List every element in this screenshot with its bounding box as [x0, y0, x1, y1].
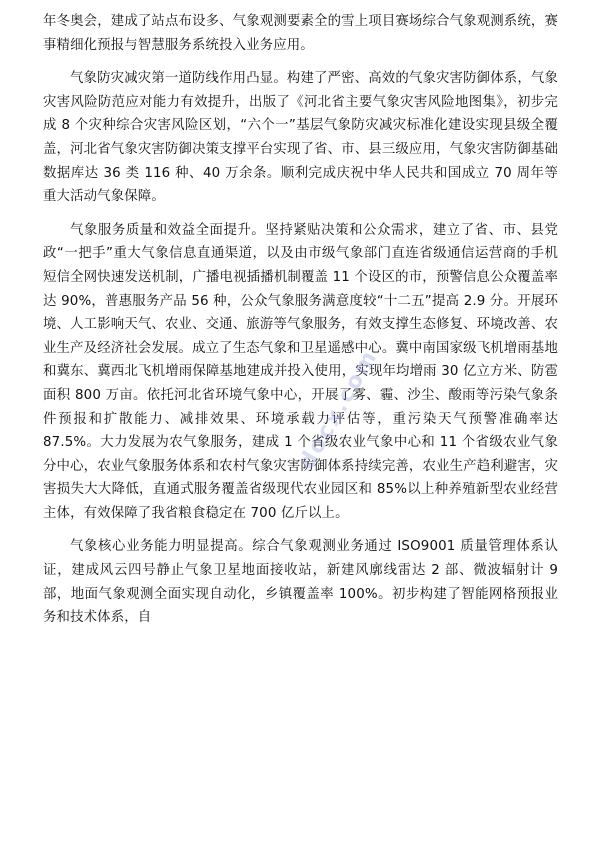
paragraph-3: 气象服务质量和效益全面提升。坚持紧贴决策和公众需求，建立了省、市、县党政“一把手”重大气象信息直通渠道，以及由市级气象部门直连省级通信运营商的手机短信全网快速发送机制，广播电视插播机制覆盖 11 个设区的市，预警信息公众覆盖率达 90%，普惠服务产品 56 种，公众气象服务满意度较“十二五”提高 2.9 分。开展环境、人工影响天气、农业、交通、旅游等气象服务，有效支撑生态修复、环境改善、农业生产及经济社会发展。成立了生态气象和卫星遥感中心。冀中南国家级飞机增雨基地和冀东、冀西北飞机增雨保障基地建成并投入使用，实现年均增雨 30 亿立方米、防雹面积 800 万亩。依托河北省环境气象中心，开展了雾、霾、沙尘、酸雨等污染气象条件预报和扩散能力、减排效果、环境承载力评估等，重污染天气预警准确率达 87.5%。大力发展为农气象服务，建成 1 个省级农业气象中心和 11 个省级农业气象分中心，农业气象服务体系和农村气象灾害防御体系持续完善，农业生产趋利避害，灾害损失大大降低，直通式服务覆盖省级现代农业园区和 85%以上种养殖新型农业经营主体，有效保障了我省粮食稳定在 700 亿斤以上。 — [43, 222, 558, 521]
document-body — [43, 10, 558, 640]
paragraph-4: 气象核心业务能力明显提高。综合气象观测业务通过 ISO9001 质量管理体系认证，建成风云四号静止气象卫星地面接收站，新建风廓线雷达 2 部、微波辐射计 9 部，地面气象观测全面实现自动化，乡镇覆盖率 100%。初步构建了智能网格预报业务和技术体系，自 — [43, 539, 558, 626]
paragraph-1: 年冬奥会，建成了站点布设多、气象观测要素全的雪上项目赛场综合气象观测系统，赛事精细化预报与智慧服务系统投入业务应用。 — [43, 14, 558, 53]
paragraph-2: 气象防灾减灾第一道防线作用凸显。构建了严密、高效的气象灾害防御体系，气象灾害风险防范应对能力有效提升，出版了《河北省主要气象灾害风险地图集》，初步完成 8 个灾种综合灾害风险区划，“六个一”基层气象防灾减灾标准化建设实现县级全覆盖，河北省气象灾害防御决策支撑平台实现了省、市、县三级应用，气象灾害防御基础数据库达 36 类 116 种、40 万余条。顺利完成庆祝中华人民共和国成立 70 周年等重大活动气象保障。 — [43, 71, 558, 205]
watermark: docx.com — [294, 345, 383, 474]
